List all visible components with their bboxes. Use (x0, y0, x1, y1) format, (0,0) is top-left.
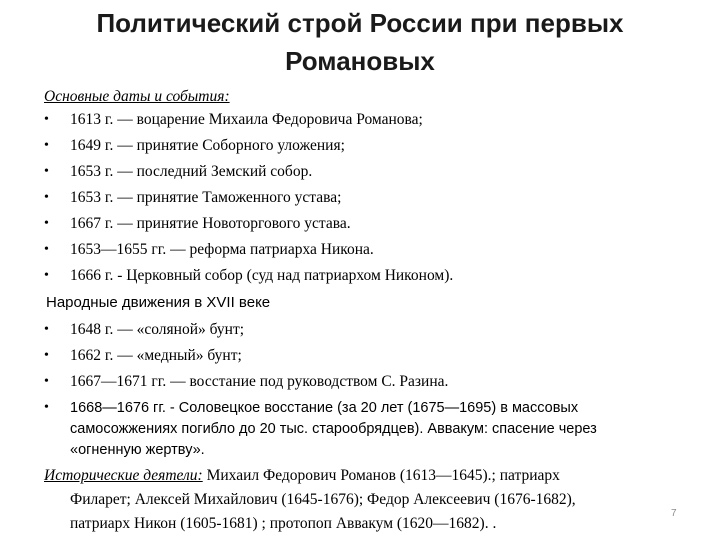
bullet-icon: • (44, 400, 49, 415)
figures-heading: Исторические деятели: (44, 467, 203, 484)
bullet-icon: • (44, 164, 49, 179)
movement-item-4-line-3: «огненную жертву». (70, 442, 205, 458)
bullet-icon: • (44, 322, 49, 337)
movement-item-4-line-2: самосожжениях погибло до 20 тыс. старообрядцев). Аввакум: спасение через (70, 421, 597, 437)
movement-item-3: 1667—1671 гг. — восстание под руководством С. Разина. (70, 373, 449, 390)
figures-text-3: патриарх Никон (1605-1681) ; протопоп Аввакум (1620—1682). . (70, 515, 497, 532)
dates-heading: Основные даты и события: (44, 88, 230, 105)
figures-text-2: Филарет; Алексей Михайлович (1645-1676); Федор Алексеевич (1676-1682), (70, 491, 576, 508)
page-number: 7 (671, 508, 677, 519)
bullet-icon: • (44, 242, 49, 257)
figures-text-1: Михаил Федорович Романов (1613—1645).; патриарх (202, 467, 560, 484)
bullet-icon: • (44, 112, 49, 127)
date-item-1: 1613 г. — воцарение Михаила Федоровича Романова; (70, 111, 423, 128)
bullet-icon: • (44, 374, 49, 389)
date-item-3: 1653 г. — последний Земский собор. (70, 163, 313, 180)
date-item-6: 1653—1655 гг. — реформа патриарха Никона. (70, 241, 374, 258)
bullet-icon: • (44, 190, 49, 205)
movements-heading: Народные движения в XVII веке (46, 294, 271, 311)
movement-item-2: 1662 г. — «медный» бунт; (70, 347, 242, 364)
date-item-2: 1649 г. — принятие Соборного уложения; (70, 137, 345, 154)
movement-item-4-line-1: 1668—1676 гг. - Соловецкое восстание (за 20 лет (1675—1695) в массовых (70, 400, 579, 416)
bullet-icon: • (44, 348, 49, 363)
bullet-icon: • (44, 268, 49, 283)
date-item-5: 1667 г. — принятие Новоторгового устава. (70, 215, 351, 232)
date-item-7: 1666 г. - Церковный собор (суд над патриархом Никоном). (70, 267, 454, 284)
date-item-4: 1653 г. — принятие Таможенного устава; (70, 189, 342, 206)
bullet-icon: • (44, 216, 49, 231)
bullet-icon: • (44, 138, 49, 153)
movement-item-1: 1648 г. — «соляной» бунт; (70, 321, 245, 338)
slide-title-line-1: Политический строй России при первых (96, 8, 624, 38)
slide-title-line-2: Романовых (285, 46, 435, 76)
